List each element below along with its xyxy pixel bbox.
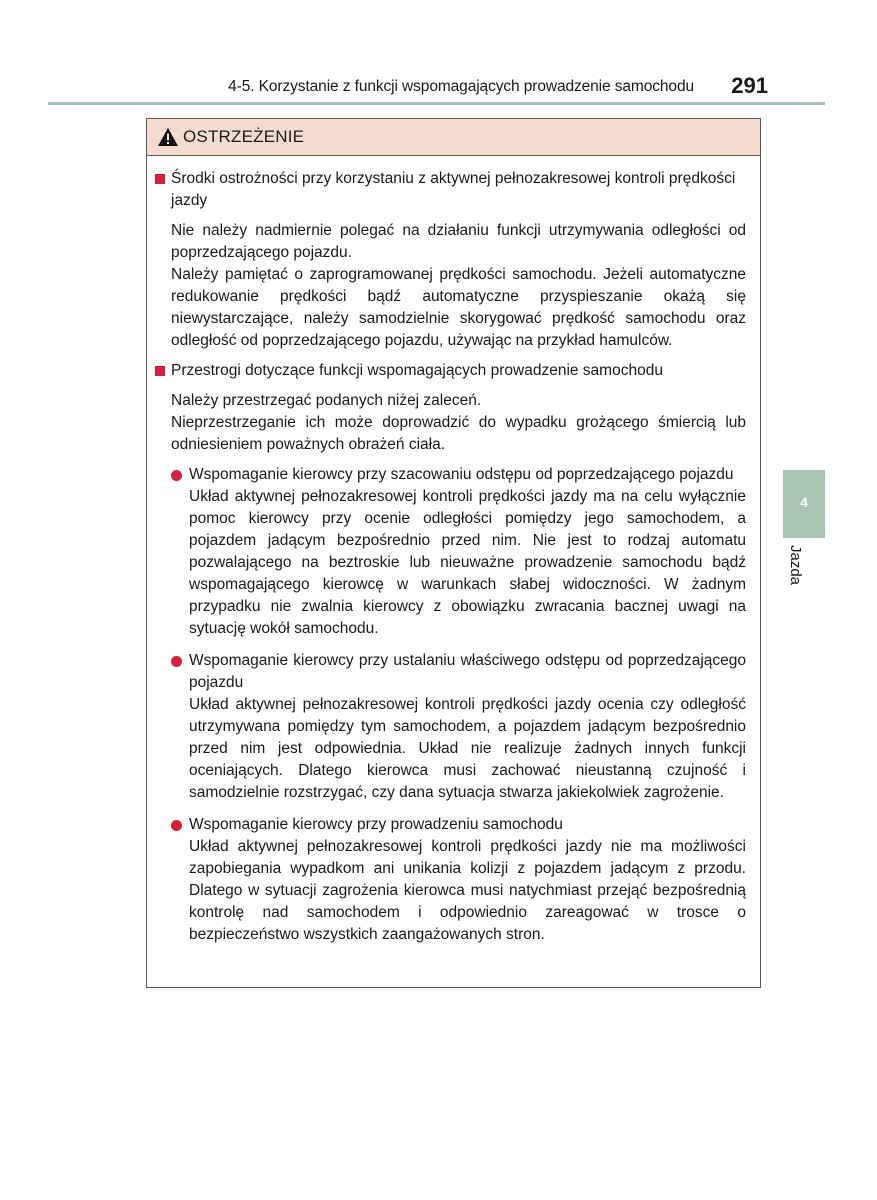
chapter-tab-label: Jazda: [787, 545, 804, 586]
list-item: [155, 464, 746, 640]
chapter-tab: [783, 470, 825, 538]
section-body: [155, 390, 746, 456]
section-heading-text: Przestrogi dotyczące funkcji wspomagających prowadzenie samochodu: [171, 362, 663, 379]
list-item: [155, 650, 746, 804]
dot-bullet-icon: [171, 656, 182, 667]
header-divider: [48, 102, 825, 105]
paragraph: Nieprzestrzeganie ich może doprowadzić do wypadku grożącego śmiercią lub odniesieniem poważnych obrażeń ciała.: [171, 414, 746, 453]
section-heading-text: Środki ostrożności przy korzystaniu z aktywnej pełnozakresowej kontroli prędkości jazdy: [171, 170, 736, 209]
warning-box: [146, 118, 761, 988]
warning-header: [147, 119, 760, 156]
square-bullet-icon: [155, 366, 165, 376]
dot-bullet-icon: [171, 820, 182, 831]
list-item-heading: Wspomaganie kierowcy przy szacowaniu odstępu od poprzedzającego pojazdu: [189, 466, 734, 483]
list-item-heading: Wspomaganie kierowcy przy ustalaniu właściwego odstępu od poprzedzającego pojazdu: [189, 652, 746, 691]
square-bullet-icon: [155, 174, 165, 184]
paragraph: Nie należy nadmiernie polegać na działaniu funkcji utrzymywania odległości od poprzedzającego pojazdu.: [171, 222, 746, 261]
paragraph: Należy pamiętać o zaprogramowanej prędkości samochodu. Jeżeli automatyczne redukowanie prędkości bądź automatyczne przyspieszanie okażą się niewystarczające, należy samodzielnie skorygować prędkość samochodu oraz odległość od poprzedzającego pojazdu, używając na przykład hamulców.: [171, 266, 746, 349]
warning-title: OSTRZEŻENIE: [183, 127, 305, 146]
page-number: 291: [731, 73, 768, 98]
chapter-title: 4-5. Korzystanie z funkcji wspomagających prowadzenie samochodu: [228, 78, 694, 95]
chapter-tab-number: 4: [800, 494, 808, 510]
dot-bullet-icon: [171, 470, 182, 481]
warning-triangle-icon: [157, 127, 179, 147]
page-header: [0, 72, 824, 102]
list-item-text: Układ aktywnej pełnozakresowej kontroli prędkości jazdy ma na celu wyłącznie pomoc kierowcy przy ocenie odległości pomiędzy jego samochodem, a pojazdem jadącym bezpośrednio przed nim. Nie jest to rodzaj automatu pozwalającego na beztroskie lub nieuważne prowadzenie samochodu bądź wspomagającego kierowcę w warunkach słabej widoczności. W żadnym przypadku nie zwalnia kierowcy z obowiązku zwracania bacznej uwagi na sytuację wokół samochodu.: [189, 488, 746, 637]
list-item-text: Układ aktywnej pełnozakresowej kontroli prędkości jazdy ocenia czy odległość utrzymywana pomiędzy tym samochodem, a pojazdem jadącym bezpośrednio przed nim jest odpowiednia. Układ nie realizuje żadnych innych funkcji oceniających. Dlatego kierowca musi zachować nieustanną czujność i samodzielnie rozstrzygać, czy dana sytuacja stwarza jakiekolwiek zagrożenie.: [189, 696, 746, 801]
section-heading: [155, 168, 746, 212]
warning-content: [147, 156, 760, 946]
list-item-text: Układ aktywnej pełnozakresowej kontroli prędkości jazdy nie ma możliwości zapobiegania wypadkom ani unikania kolizji z pojazdem jadącym z przodu. Dlatego w sytuacji zagrożenia kierowca musi natychmiast przejąć bezpośrednią kontrolę nad samochodem i odpowiednio zareagować w trosce o bezpieczeństwo wszystkich zaangażowanych stron.: [189, 838, 746, 943]
list-item: [155, 814, 746, 946]
section-body: [155, 220, 746, 352]
section-heading: [155, 360, 746, 382]
list-item-heading: Wspomaganie kierowcy przy prowadzeniu samochodu: [189, 816, 563, 833]
paragraph: Należy przestrzegać podanych niżej zaleceń.: [171, 392, 482, 409]
